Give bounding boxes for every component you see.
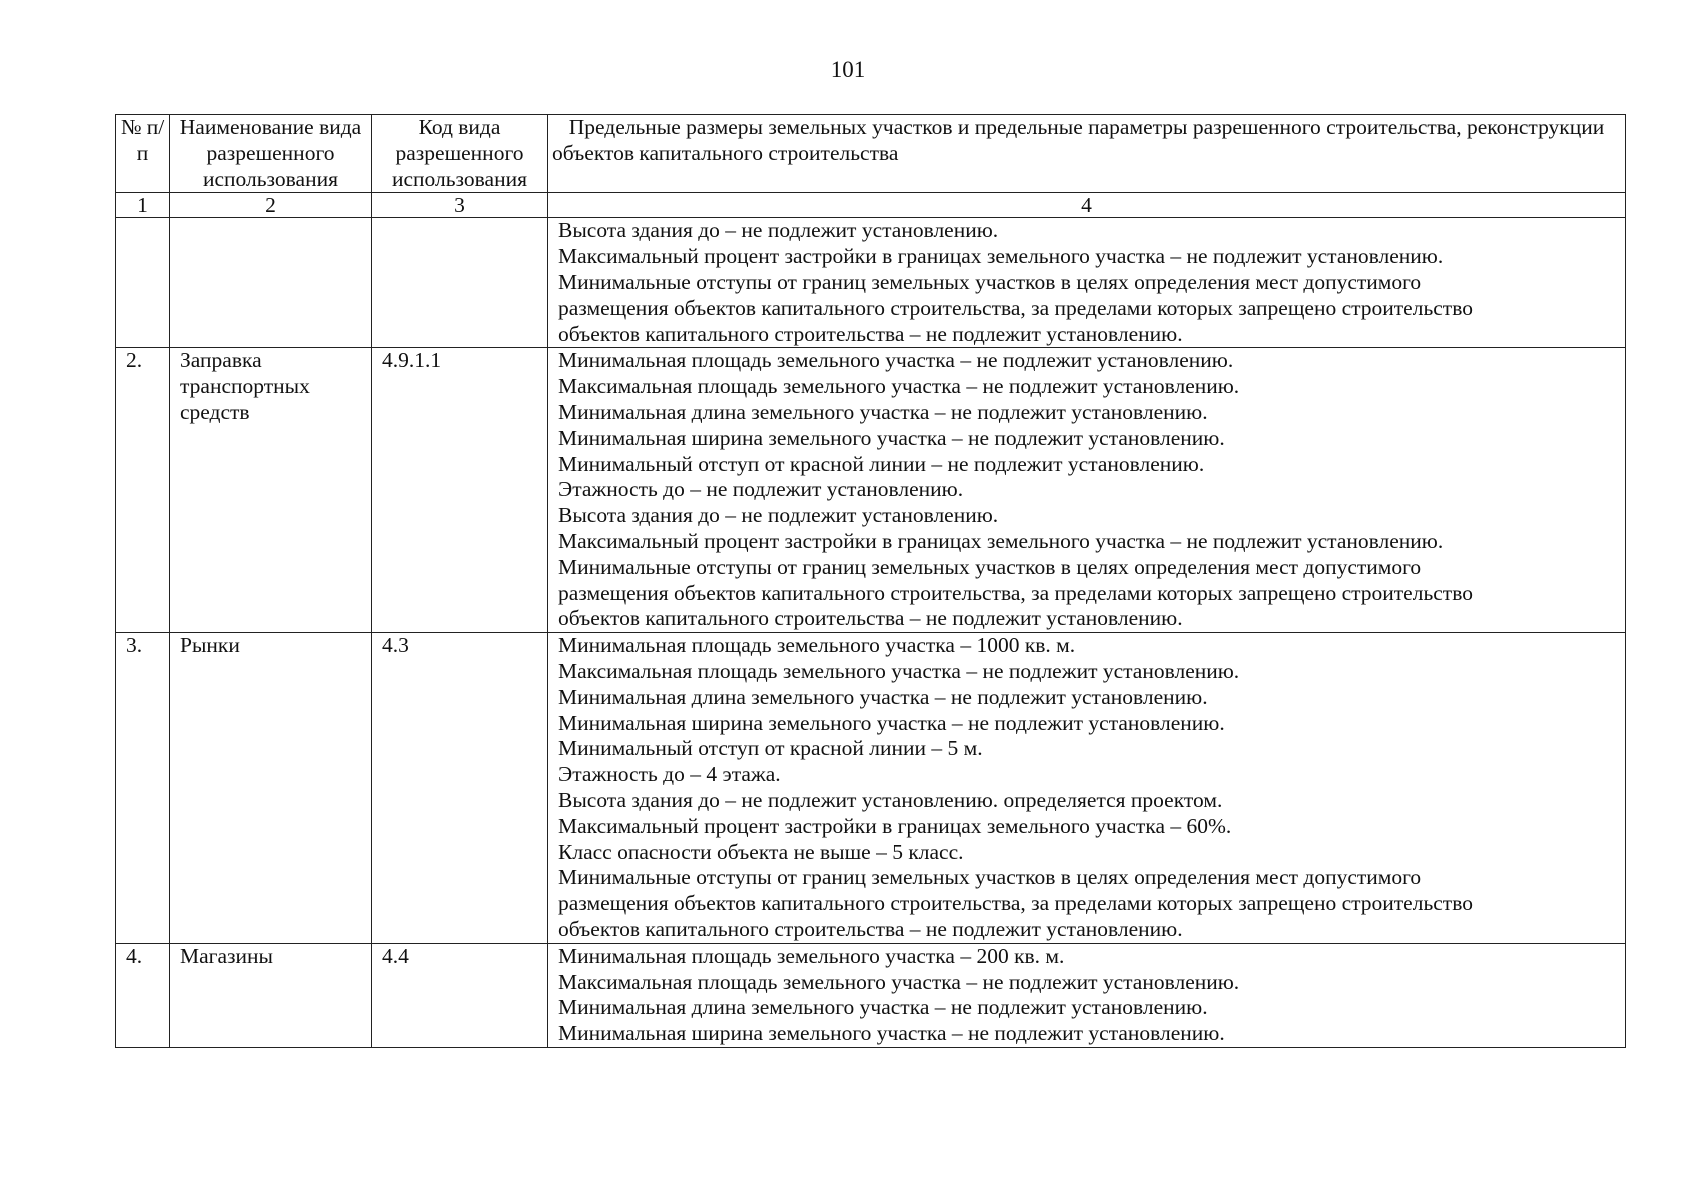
- land-use-regulations-table: [115, 114, 1626, 1048]
- column-number: 4: [548, 193, 1626, 218]
- parameter-line: Максимальный процент застройки в границах земельного участка – не подлежит установлению.: [558, 244, 1444, 269]
- parameter-line: объектов капитального строительства – не подлежит установлению.: [558, 321, 1183, 346]
- row-number: 2.: [116, 348, 170, 633]
- parameter-line: размещения объектов капитального строительства, за пределами которых запрещено строительство: [558, 891, 1473, 916]
- use-type-name: Заправка транспортных средств: [170, 348, 372, 633]
- parameter-line: Минимальные отступы от границ земельных участков в целях определения мест допустимого: [558, 269, 1422, 294]
- parameter-line: Минимальная ширина земельного участка – не подлежит установлению.: [558, 425, 1225, 450]
- column-number-row: [116, 193, 1626, 218]
- parameter-line: Минимальные отступы от границ земельных участков в целях определения мест допустимого: [558, 865, 1422, 890]
- use-type-name: Магазины: [170, 943, 372, 1047]
- table-row: [116, 633, 1626, 944]
- parameter-line: Максимальная площадь земельного участка – не подлежит установлению.: [558, 658, 1240, 683]
- parameter-line: Минимальная ширина земельного участка – не подлежит установлению.: [558, 1021, 1225, 1046]
- use-type-name: Рынки: [170, 633, 372, 944]
- parameter-line: Максимальный процент застройки в границах земельного участка – 60%.: [558, 813, 1232, 838]
- table-row: [116, 943, 1626, 1047]
- page-number: 101: [830, 57, 866, 82]
- parameter-line: Минимальная ширина земельного участка – не подлежит установлению.: [558, 710, 1225, 735]
- parameter-line: Максимальный процент застройки в границах земельного участка – не подлежит установлению.: [558, 528, 1444, 553]
- parameter-line: Минимальная длина земельного участка – не подлежит установлению.: [558, 684, 1208, 709]
- parameter-line: Класс опасности объекта не выше – 5 класс.: [558, 839, 964, 864]
- parameter-line: Высота здания до – не подлежит установлению. определяется проектом.: [558, 787, 1223, 812]
- parameter-line: размещения объектов капитального строительства, за пределами которых запрещено строительство: [558, 580, 1473, 605]
- table-header-row: [116, 115, 1626, 193]
- use-type-code: [372, 218, 548, 348]
- limit-parameters: [548, 348, 1626, 633]
- parameter-line: Минимальный отступ от красной линии – 5 м.: [558, 736, 983, 761]
- parameter-line: Минимальная площадь земельного участка – 1000 кв. м.: [558, 633, 1076, 658]
- parameter-line: Высота здания до – не подлежит установлению.: [558, 503, 999, 528]
- use-type-code: 4.3: [372, 633, 548, 944]
- parameter-line: объектов капитального строительства – не подлежит установлению.: [558, 916, 1183, 941]
- row-number: 4.: [116, 943, 170, 1047]
- limit-parameters: [548, 943, 1626, 1047]
- parameter-line: Высота здания до – не подлежит установлению.: [558, 218, 999, 243]
- use-type-code: 4.9.1.1: [372, 348, 548, 633]
- table-row: [116, 348, 1626, 633]
- parameter-line: Минимальная длина земельного участка – не подлежит установлению.: [558, 399, 1208, 424]
- column-number: 2: [170, 193, 372, 218]
- parameter-line: размещения объектов капитального строительства, за пределами которых запрещено строительство: [558, 295, 1473, 320]
- header-row-number: № п/п: [116, 115, 170, 193]
- parameter-line: Минимальная площадь земельного участка – 200 кв. м.: [558, 943, 1065, 968]
- header-limit-parameters: Предельные размеры земельных участков и предельные параметры разрешенного строительства, реконструкции объектов капитального строительства: [548, 115, 1626, 193]
- use-type-code: 4.4: [372, 943, 548, 1047]
- parameter-line: объектов капитального строительства – не подлежит установлению.: [558, 606, 1183, 631]
- row-number: 3.: [116, 633, 170, 944]
- parameter-line: Этажность до – не подлежит установлению.: [558, 477, 964, 502]
- column-number: 3: [372, 193, 548, 218]
- parameter-line: Минимальная длина земельного участка – не подлежит установлению.: [558, 995, 1208, 1020]
- parameter-line: Минимальный отступ от красной линии – не подлежит установлению.: [558, 451, 1205, 476]
- parameter-line: Максимальная площадь земельного участка – не подлежит установлению.: [558, 969, 1240, 994]
- parameter-line: Максимальная площадь земельного участка – не подлежит установлению.: [558, 374, 1240, 399]
- header-use-type-name: Наименование вида разрешенного использования: [170, 115, 372, 193]
- limit-parameters: [548, 633, 1626, 944]
- use-type-name: [170, 218, 372, 348]
- limit-parameters: [548, 218, 1626, 348]
- parameter-line: Минимальные отступы от границ земельных участков в целях определения мест допустимого: [558, 554, 1422, 579]
- header-use-type-code: Код вида разрешенного использования: [372, 115, 548, 193]
- column-number: 1: [116, 193, 170, 218]
- table-row: [116, 218, 1626, 348]
- parameter-line: Этажность до – 4 этажа.: [558, 762, 781, 787]
- parameter-line: Минимальная площадь земельного участка – не подлежит установлению.: [558, 348, 1234, 373]
- row-number: [116, 218, 170, 348]
